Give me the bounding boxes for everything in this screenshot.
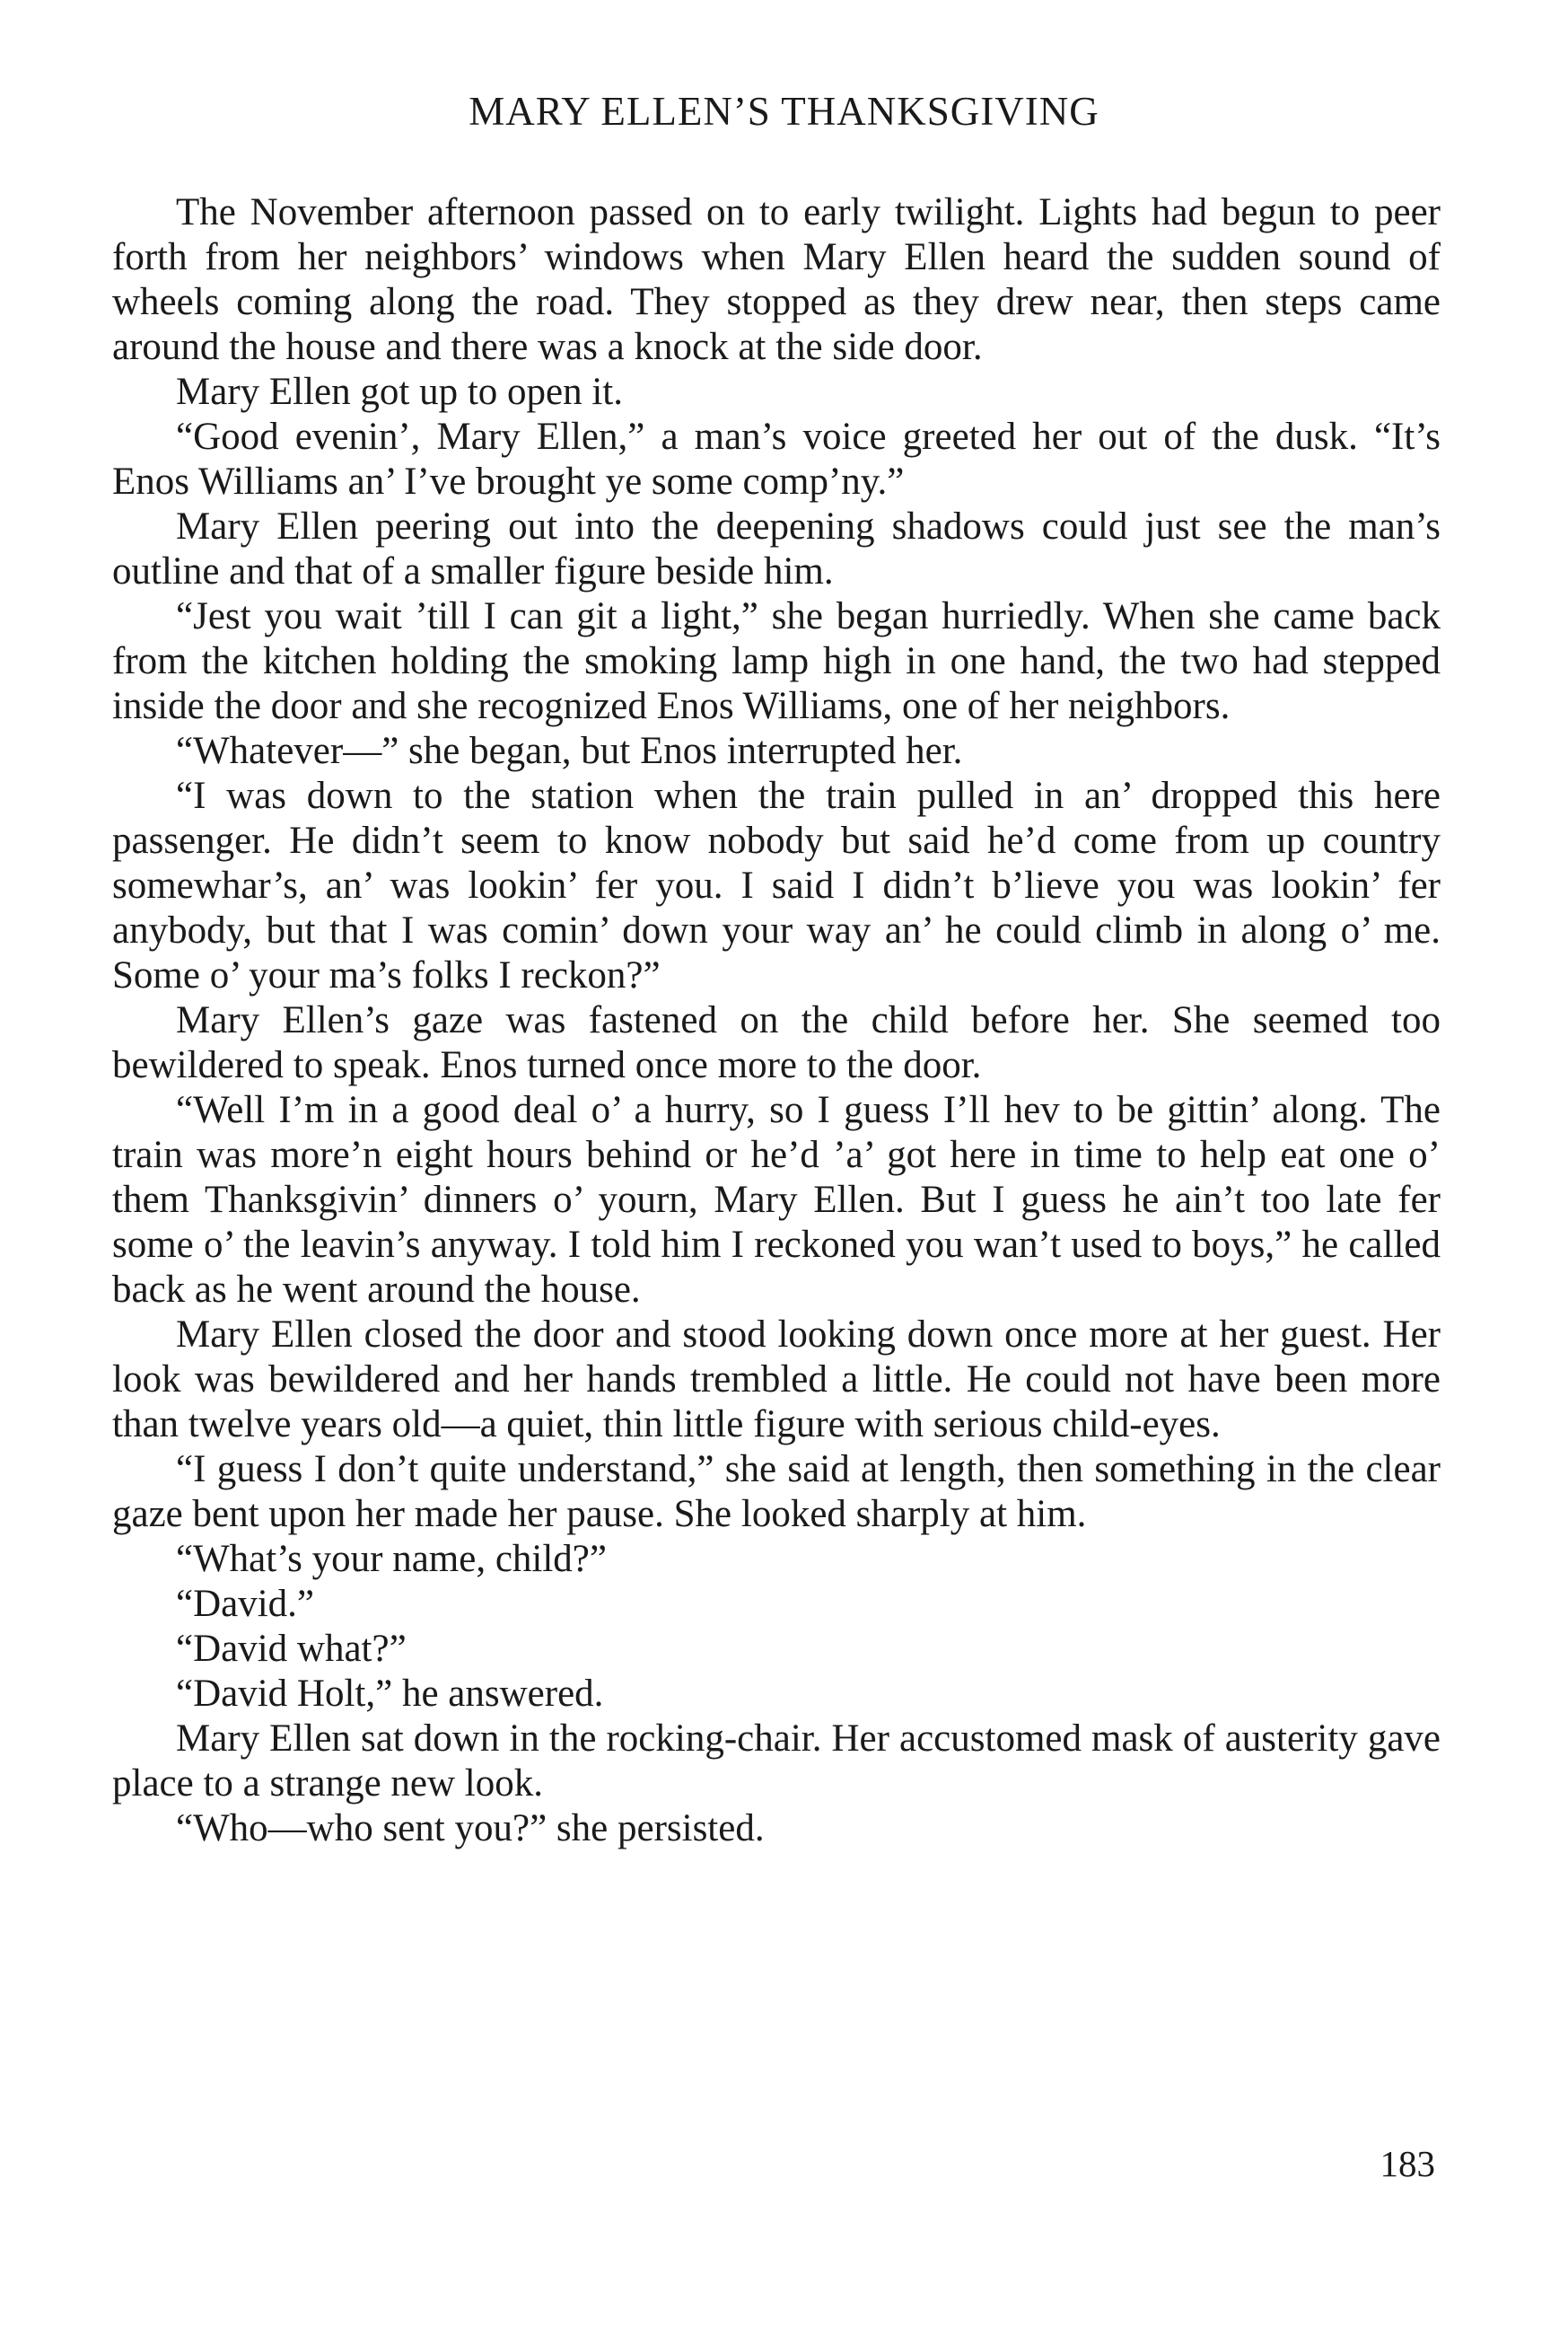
paragraph: Mary Ellen’s gaze was fastened on the child before her. She seemed too bewildered to speak. Enos turned once more to the door.: [112, 999, 1441, 1086]
body-text: [112, 190, 1441, 1851]
paragraph: “Whatever—” she began, but Enos interrupted her.: [176, 730, 963, 772]
paragraph: Mary Ellen peering out into the deepening shadows could just see the man’s outline and that of a smaller figure beside him.: [112, 505, 1441, 593]
paragraph: “What’s your name, child?”: [176, 1538, 607, 1580]
paragraph: Mary Ellen closed the door and stood looking down once more at her guest. Her look was bewildered and her hands trembled a little. He could not have been more than twelve years old—a quiet, thin little figure with serious child-eyes.: [112, 1313, 1441, 1445]
paragraph: “David.”: [176, 1583, 315, 1625]
running-head: MARY ELLEN’S THANKSGIVING: [469, 89, 1099, 134]
paragraph: Mary Ellen sat down in the rocking-chair. Her accustomed mask of austerity gave place to a strange new look.: [112, 1717, 1441, 1805]
paragraph: Mary Ellen got up to open it.: [176, 371, 624, 413]
paragraph: “Well I’m in a good deal o’ a hurry, so I guess I’ll hev to be gittin’ along. The train was more’n eight hours behind or he’d ’a’ got here in time to help eat one o’ them Thanksgivin’ dinners o’ yourn, Mary Ellen. But I guess he ain’t too late fer some o’ the leavin’s anyway. I told him I reckoned you wan’t used to boys,” he called back as he went around the house.: [112, 1089, 1441, 1311]
paragraph: “Good evenin’, Mary Ellen,” a man’s voice greeted her out of the dusk. “It’s Enos Williams an’ I’ve brought ye some comp’ny.”: [112, 416, 1441, 503]
paragraph: “David what?”: [176, 1628, 407, 1670]
page-number: 183: [1380, 2143, 1435, 2184]
paragraph: The November afternoon passed on to early twilight. Lights had begun to peer forth from her neighbors’ windows when Mary Ellen heard the sudden sound of wheels coming along the road. They stopped as they drew near, then steps came around the house and there was a knock at the side door.: [112, 191, 1441, 368]
paragraph: “Jest you wait ’till I can git a light,” she began hurriedly. When she came back from the kitchen holding the smoking lamp high in one hand, the two had stepped inside the door and she recognized Enos Williams, one of her neighbors.: [112, 595, 1441, 727]
paragraph: “Who—who sent you?” she persisted.: [176, 1807, 765, 1849]
paragraph: “I guess I don’t quite understand,” she said at length, then something in the clear gaze bent upon her made her pause. She looked sharply at him.: [112, 1448, 1441, 1535]
paragraph: “I was down to the station when the train pulled in an’ dropped this here passenger. He didn’t seem to know nobody but said he’d come from up country somewhar’s, an’ was lookin’ fer you. I said I didn’t b’lieve you was lookin’ fer anybody, but that I was comin’ down your way an’ he could climb in along o’ me. Some o’ your ma’s folks I reckon?”: [112, 775, 1441, 997]
paragraph: “David Holt,” he answered.: [176, 1673, 604, 1715]
